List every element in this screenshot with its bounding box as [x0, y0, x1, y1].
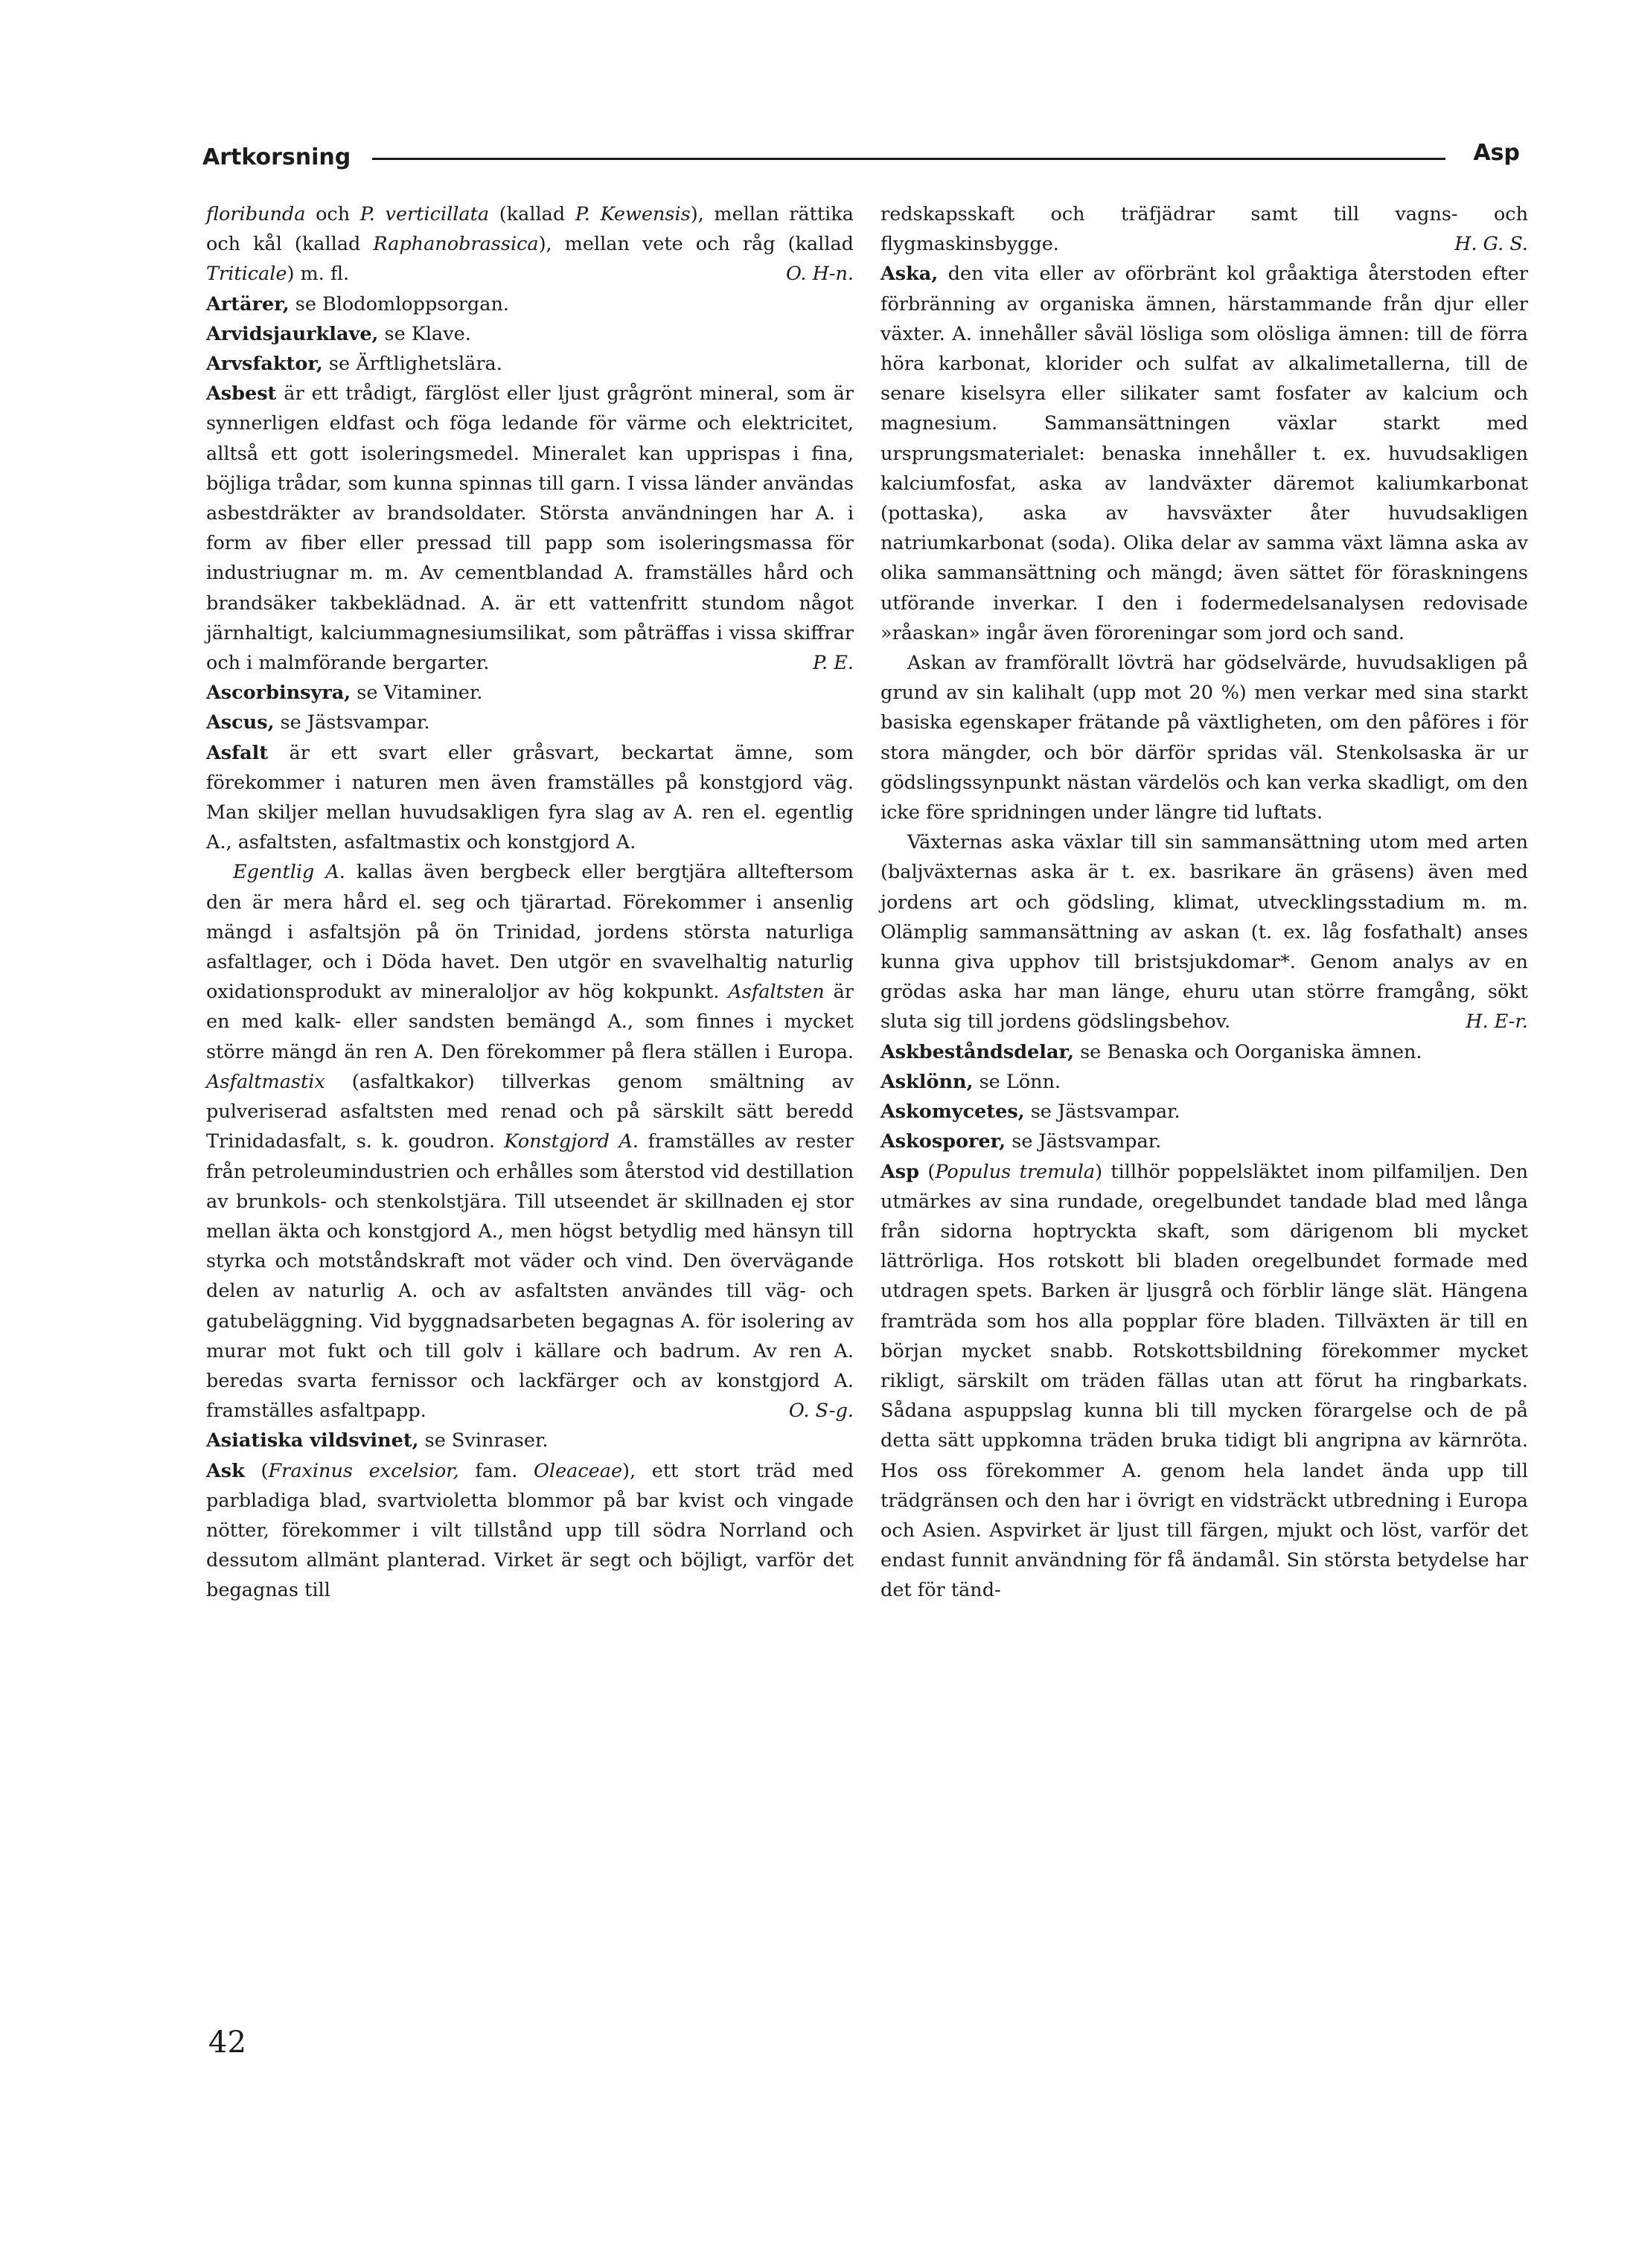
headword: Ascus,: [206, 711, 275, 734]
italic-term: Asfaltmastix: [206, 1070, 325, 1093]
entry-text: Växternas aska växlar till sin sammansättning utom med arten (baljväxternas aska är t. ex. basrikare än gräsens) även med jordens art och gödsling, klimat, utvecklingsstadium m. m. Olämplig sammansättning av askan (t. ex. låg fosfathalt) anses kunna giva upphov till bristsjukdomar*. Genom analys av en grödas aska har man länge, ehuru utan större framgång, sökt sluta sig till jordens gödslingsbehov.: [880, 831, 1528, 1034]
headword: Askosporer,: [880, 1130, 1006, 1153]
author-signature: P. E.: [813, 652, 854, 675]
italic-term: P. Kewensis: [575, 203, 691, 225]
entry-text: ), mellan rättika och kål (kallad: [206, 203, 854, 256]
entry-text: se Svinraser.: [418, 1429, 549, 1452]
entry-text: se Blodomloppsorgan.: [289, 292, 509, 315]
entry-askosporer: [880, 1127, 1528, 1156]
entry-text: (asfaltkakor) tillverkas genom smältning av pulveriserad asfaltsten med renad och på särskilt sätt beredd Trinidadasfalt, s. k. goudron.: [206, 1070, 854, 1153]
entry-asfalt-types: [206, 857, 854, 1426]
author-signature: O. H-n.: [785, 263, 854, 286]
running-head-right: Asp: [1473, 140, 1520, 166]
headword: Asfalt: [206, 741, 269, 764]
entry-ascorbinsyra: [206, 678, 854, 708]
entry-text: är en med kalk- eller sandsten bemängd A., som finnes i mycket större mängd än ren A. Den förekommer på flera ställen i Europa.: [206, 981, 854, 1063]
entry-asklonn: [880, 1067, 1528, 1097]
headword: Asp: [880, 1160, 919, 1183]
entry-text: se Jästsvampar.: [1006, 1130, 1162, 1153]
entry-aska: [880, 259, 1528, 648]
entry-text: den vita eller av oförbränt kol gråaktiga återstoden efter förbränning av organiska ämnen, härstammande från djur eller växter. A. innehåller såväl lösliga som olösliga ämnen: till de förra höra karbonat, klorider och sulfat av alkalimetallerna, till de senare kiselsyra eller silikater samt fosfater av kalcium och magnesium. Sammansättningen växlar starkt med ursprungsmaterialet: benaska innehåller t. ex. huvudsakligen kalciumfosfat, aska av landväxter däremot kaliumkarbonat (pottaska), aska av havsväxter åter huvudsakligen natriumkarbonat (soda). Olika delar av samma växt lämna aska av olika sammansättning och mängd; även sättet för föraskningens utförande inverkar. I den i fodermedelsanalysen redovisade »råaskan» ingår även föroreningar som jord och sand.: [880, 263, 1528, 644]
entry-asiatiska-vildsvinet: [206, 1426, 854, 1455]
entry-ask: [206, 1456, 854, 1606]
italic-term: P. verticillata: [359, 203, 490, 225]
entry-arvidsjaurklave: [206, 319, 854, 349]
entry-text: se Klave.: [378, 322, 471, 345]
entry-text: se Ärftlighetslära.: [322, 353, 502, 376]
entry-text: ) m. fl.: [287, 263, 350, 286]
entry-text: ), ett stort träd med parbladiga blad, svartvioletta blommor på bar kvist och vingade nötter, förekommer i vilt tillstånd upp till södra Norrland och dessutom allmänt planterad. Virket är segt och böjligt, varför det begagnas till: [206, 1459, 854, 1602]
entry-artarer: [206, 289, 854, 319]
headword: Askbeståndsdelar,: [880, 1040, 1074, 1063]
entry-artkorsning-continued: [206, 199, 854, 289]
entry-text: se Jästsvampar.: [274, 711, 430, 734]
entry-text: redskapsskaft och träfjädrar samt till vagns- och flygmaskinsbygge.: [880, 203, 1528, 256]
running-header: [202, 140, 1520, 177]
entry-aska-paragraph-3: [880, 827, 1528, 1037]
entry-askomycetes: [880, 1097, 1528, 1127]
italic-term: Triticale: [206, 263, 287, 286]
headword: Arvsfaktor,: [206, 353, 323, 376]
headword: Aska,: [880, 263, 939, 286]
header-rule: [372, 158, 1445, 160]
italic-term: Asfaltsten: [728, 981, 825, 1004]
entry-text: fam.: [458, 1459, 534, 1482]
headword: Ask: [206, 1459, 245, 1482]
author-signature: H. E-r.: [1466, 1010, 1528, 1034]
entry-text: se Lönn.: [973, 1070, 1061, 1093]
entry-aska-paragraph-2: [880, 648, 1528, 827]
italic-term: Konstgjord A.: [504, 1130, 639, 1153]
entry-text: se Jästsvampar.: [1024, 1101, 1180, 1124]
entry-text: se Vitaminer.: [351, 682, 483, 705]
entry-text: framställes av rester från petroleumindustrien och erhålles som återstod vid destillation av brunkols- och stenkolstjära. Till utseendet är skillnaden ej stor mellan äkta och konstgjord A., men högst betydlig med hänsyn till styrka och motståndskraft mot väder och vind. Den övervägande delen av naturlig A. och av asfaltsten användes till väg- och gatubeläggning. Vid byggnadsarbeten begagnas A. för isolering av murar mot fukt och till golv i källare och badrum. Av ren A. beredas svarta fernissor och lackfärger och av konstgjord A. framställes asfaltpapp.: [206, 1130, 854, 1423]
entry-ask-continued: [880, 199, 1528, 259]
right-column: [880, 199, 1528, 1606]
entry-askbestandsdelar: [880, 1037, 1528, 1067]
italic-term: Raphanobrassica: [373, 233, 539, 256]
author-signature: H. G. S.: [1454, 233, 1528, 256]
running-head-left: Artkorsning: [202, 144, 351, 170]
headword: Ascorbinsyra,: [206, 682, 351, 705]
entry-text: ) tillhör poppelsläktet inom pilfamiljen. Den utmärkes av sina rundade, oregelbundet tandade blad med långa från sidorna hoptryckta skaft, som därigenom bli mycket lättrörliga. Hos rotskott bli bladen oregelbundet formade med utdragen spets. Barken är ljusgrå och förblir länge slät. Hängena framträda som hos alla popplar före bladen. Tillväxten är till en början mycket snabb. Rotskottsbildning förekommer mycket rikligt, särskilt om träden fällas utan att förut ha ringbarkats. Sådana aspuppslag kunna bli till mycken förargelse och de på detta sätt uppkomna träden bruka tidigt bli angripna av kärnröta. Hos oss förekommer A. genom hela landet ända upp till trädgränsen och den har i övrigt en vidsträckt utbredning i Europa och Asien. Aspvirket är ljust till färgen, mjukt och löst, varför det endast funnit användning för få ändamål. Sin största betydelse har det för tänd-: [880, 1160, 1528, 1602]
italic-term: Fraxinus excelsior,: [268, 1459, 459, 1482]
entry-text: (: [244, 1459, 269, 1482]
italic-term: Populus tremula: [935, 1160, 1096, 1183]
entry-asfalt: [206, 738, 854, 858]
headword: Asklönn,: [880, 1070, 974, 1093]
entry-text: är ett trådigt, färglöst eller ljust grågrönt mineral, som är synnerligen eldfast och föga ledande för värme och elektricitet, alltså ett gott isoleringsmedel. Mineralet kan upprispas i fina, böjliga trådar, som kunna spinnas till garn. I vissa länder användas asbestdräkter av brandsoldater. Största användningen har A. i form av fiber eller pressad till papp som isoleringsmassa för industriugnar m. m. Av cementblandad A. framställes hård och brandsäker takbeklädnad. A. är ett vattenfritt stundom något järnhaltigt, kalciummagnesiumsilikat, som påträffas i vissa skiffrar och i malmförande bergarter.: [206, 382, 854, 675]
entry-text: och: [305, 203, 360, 225]
entry-text: kallas även bergbeck eller bergtjära allteftersom den är mera hård el. seg och tjärartad. Förekommer i ansenlig mängd i asfaltsjön på ön Trinidad, jordens största naturliga asfaltlager, och i Döda havet. Den utgör en svavelhaltig naturlig oxidationsprodukt av mineraloljor av hög kokpunkt.: [206, 861, 854, 1004]
entry-asp: [880, 1157, 1528, 1606]
page-number: 42: [208, 2025, 246, 2060]
entry-text: Askan av framförallt lövträ har gödselvärde, huvudsakligen på grund av sin kalihalt (upp mot 20 %) men verkar med sina starkt basiska egenskaper frätande på växtligheten, om den påföres i för stora mängder, och bör därför spridas väl. Stenkolsaska är ur gödslingssynpunkt nästan värdelös och kan verka skadligt, om den icke före spridningen under längre tid luftats.: [880, 652, 1528, 824]
left-column: [206, 199, 854, 1606]
headword: Asiatiska vildsvinet,: [206, 1429, 419, 1452]
entry-arvsfaktor: [206, 349, 854, 379]
entry-asbest: [206, 379, 854, 678]
author-signature: O. S-g.: [788, 1400, 854, 1423]
entry-text: är ett svart eller gråsvart, beckartat ämne, som förekommer i naturen men även framställes på konstgjord väg. Man skiljer mellan huvudsakligen fyra slag av A. ren el. egentlig A., asfaltsten, asfaltmastix och konstgjord A.: [206, 741, 854, 854]
entry-ascus: [206, 708, 854, 737]
entry-text: (kallad: [489, 203, 575, 225]
italic-term: Egentlig A.: [233, 861, 345, 884]
headword: Artärer,: [206, 292, 290, 315]
headword: Arvidsjaurklave,: [206, 322, 379, 345]
headword: Askomycetes,: [880, 1101, 1025, 1124]
headword: Asbest: [206, 382, 277, 406]
entry-text: ), mellan vete och råg (kallad: [538, 233, 854, 256]
entry-text: se Benaska och Oorganiska ämnen.: [1073, 1040, 1422, 1063]
entry-text: (: [918, 1160, 936, 1183]
italic-term: floribunda: [206, 203, 306, 225]
italic-term: Oleaceae: [534, 1459, 623, 1482]
